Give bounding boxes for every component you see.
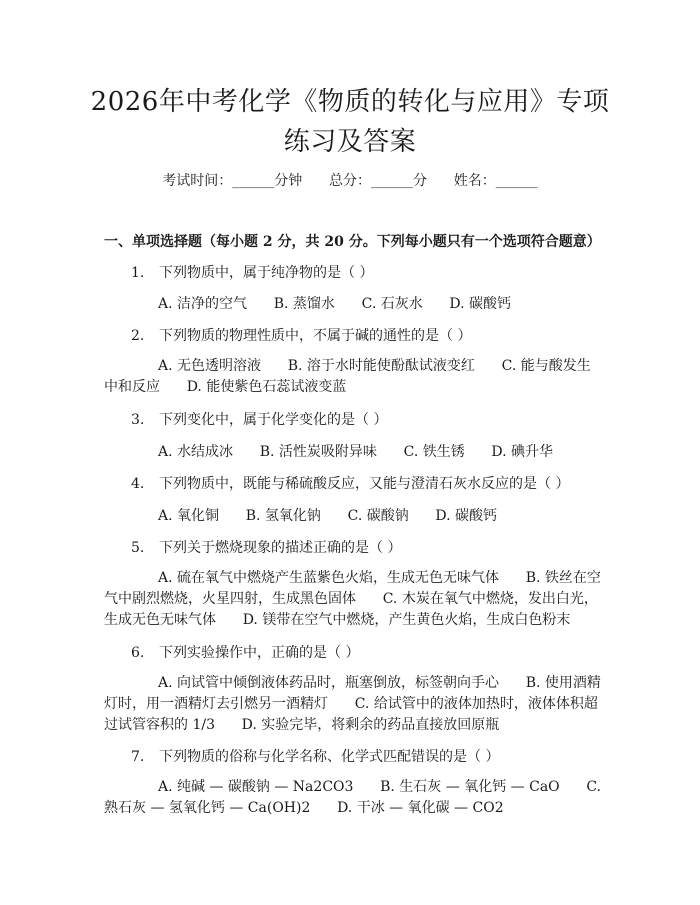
question-stem [131, 409, 387, 429]
section-heading: 一、单项选择题（每小题 2 分，共 20 分。下列每小题只有一个选项符合题意） [104, 234, 601, 250]
question-number: 4. [131, 476, 145, 492]
question-options: A. 洁净的空气 B. 蒸馏水 C. 石灰水 D. 碳酸钙 [158, 296, 512, 312]
title-line-1: 2026年中考化学《物质的转化与应用》专项 [90, 87, 610, 117]
question-text: 下列变化中，属于化学变化的是（ ） [159, 412, 388, 428]
question-options: A. 水结成冰 B. 活性炭吸附异味 C. 铁生锈 D. 碘升华 [158, 444, 554, 460]
question-stem [131, 262, 373, 282]
question-number: 5. [131, 540, 145, 556]
question-text: 下列物质的俗称与化学名称、化学式匹配错误的是（ ） [159, 749, 500, 765]
question-options: A. 硫在氧气中燃烧产生蓝紫色火焰，生成无色无味气体 B. 铁丝在空气中剧烈燃烧，火星四射，生成黑色固体 C. 木炭在氧气中燃烧，发出白光，生成无色无味气体 D. 镁带在空气中燃烧，产生黄色火焰，生成白色粉末 [104, 570, 601, 628]
question-text: 下列物质的物理性质中，不属于碱的通性的是（ ） [159, 328, 472, 344]
question-options: A. 无色透明溶液 B. 溶于水时能使酚酞试液变红 C. 能与酸发生中和反应 D. 能使紫色石蕊试液变蓝 [104, 358, 591, 395]
question-options: A. 氧化铜 B. 氢氧化钠 C. 碳酸钠 D. 碳酸钙 [158, 508, 498, 524]
question-stem [131, 642, 359, 662]
question-stem [131, 325, 471, 345]
document-title [60, 82, 640, 162]
question-number: 7. [131, 749, 145, 765]
question-options: A. 向试管中倾倒液体药品时，瓶塞倒放，标签朝向手心 B. 使用酒精灯时，用一酒精灯去引燃另一酒精灯 C. 给试管中的液体加热时，液体体积超过试管容积的 1/3 D. 实验完毕，将剩余的药品直接放回原瓶 [104, 675, 601, 733]
title-line-2: 练习及答案 [283, 127, 417, 157]
question-options: A. 纯碱 — 碳酸钠 — Na2CO3 B. 生石灰 — 氧化钙 — CaO C. 熟石灰 — 氢氧化钙 — Ca(OH)2 D. 干冰 — 氧化碳 — CO2 [104, 779, 606, 816]
question-number: 2. [131, 328, 145, 344]
question-number: 6. [131, 645, 145, 661]
exam-info-line: 考试时间：______分钟 总分：______分 姓名：______ [162, 173, 538, 189]
question-stem [131, 473, 569, 493]
question-text: 下列实验操作中，正确的是（ ） [159, 645, 360, 661]
question-number: 1. [131, 265, 145, 281]
question-stem [131, 746, 499, 766]
question-stem [131, 537, 401, 557]
question-number: 3. [131, 412, 145, 428]
question-text: 下列物质中，属于纯净物的是（ ） [159, 265, 374, 281]
question-text: 下列物质中，既能与稀硫酸反应，又能与澄清石灰水反应的是（ ） [159, 476, 570, 492]
question-text: 下列关于燃烧现象的描述正确的是（ ） [159, 540, 402, 556]
